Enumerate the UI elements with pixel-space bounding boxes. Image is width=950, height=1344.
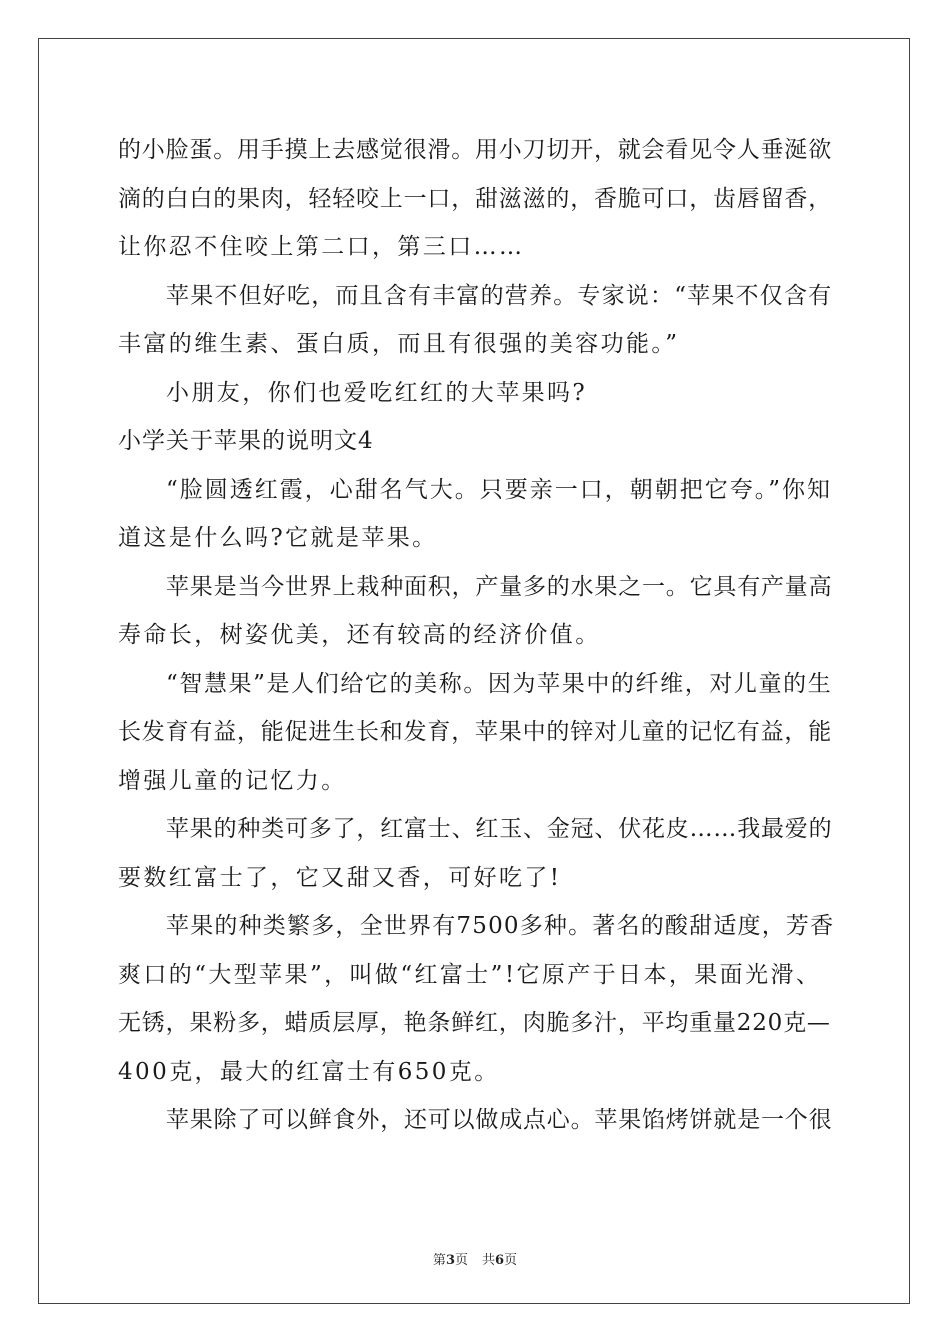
page-footer: [0, 1249, 950, 1268]
text-line: “智慧果”是人们给它的美称。因为苹果中的纤维，对儿童的生: [166, 670, 833, 697]
footer-page-prefix: 第: [432, 1253, 446, 1268]
footer-total-suffix: 页: [504, 1253, 518, 1268]
footer-page-total: 6: [495, 1253, 505, 1268]
text-line: 的小脸蛋。用手摸上去感觉很滑。用小刀切开，就会看见令人垂涎欲: [118, 137, 832, 163]
document-body: [118, 126, 834, 1145]
text-line: 苹果除了可以鲜食外，还可以做成点心。苹果馅烤饼就是一个很: [166, 1107, 833, 1133]
footer-page-current: 3: [445, 1253, 455, 1268]
text-line: 要数红富士了，它又甜又香，可好吃了!: [118, 864, 562, 891]
footer-page-suffix: 页: [454, 1253, 468, 1268]
text-line: 增强儿童的记忆力。: [118, 767, 347, 794]
text-line: 小朋友，你们也爱吃红红的大苹果吗?: [166, 379, 588, 406]
text-line: 滴的白白的果肉，轻轻咬上一口，甜滋滋的，香脆可口，齿唇留香，: [118, 185, 832, 212]
text-line: 苹果的种类可多了，红富士、红玉、金冠、伏花皮……我最爱的: [166, 816, 833, 842]
text-line: 爽口的“大型苹果”，叫做“红富士”!它原产于日本，果面光滑、: [118, 961, 822, 988]
text-line: 长发育有益，能促进生长和发育，苹果中的锌对儿童的记忆有益，能: [118, 719, 832, 745]
text-line: 丰富的维生素、蛋白质，而且有很强的美容功能。”: [118, 331, 680, 357]
text-line: 苹果的种类繁多，全世界有7500多种。著名的酸甜适度，芳香: [166, 913, 835, 939]
section-heading: 小学关于苹果的说明文4: [118, 428, 374, 454]
text-line: 让你忍不住咬上第二口，第三口……: [118, 234, 525, 260]
text-line: 苹果是当今世界上栽种面积，产量多的水果之一。它具有产量高: [166, 573, 833, 600]
text-line: 苹果不但好吃，而且含有丰富的营养。专家说：“苹果不仅含有: [166, 282, 833, 309]
text-line: “脸圆透红霞，心甜名气大。只要亲一口，朝朝把它夸。”你知: [166, 476, 833, 503]
footer-total-prefix: 共: [482, 1253, 496, 1268]
text-line: 道这是什么吗?它就是苹果。: [118, 525, 438, 551]
text-line: 无锈，果粉多，蜡质层厚，艳条鲜红，肉脆多汁，平均重量220克—: [118, 1010, 831, 1036]
text-line: 400克，最大的红富士有650克。: [118, 1058, 500, 1085]
text-line: 寿命长，树姿优美，还有较高的经济价值。: [118, 622, 601, 648]
